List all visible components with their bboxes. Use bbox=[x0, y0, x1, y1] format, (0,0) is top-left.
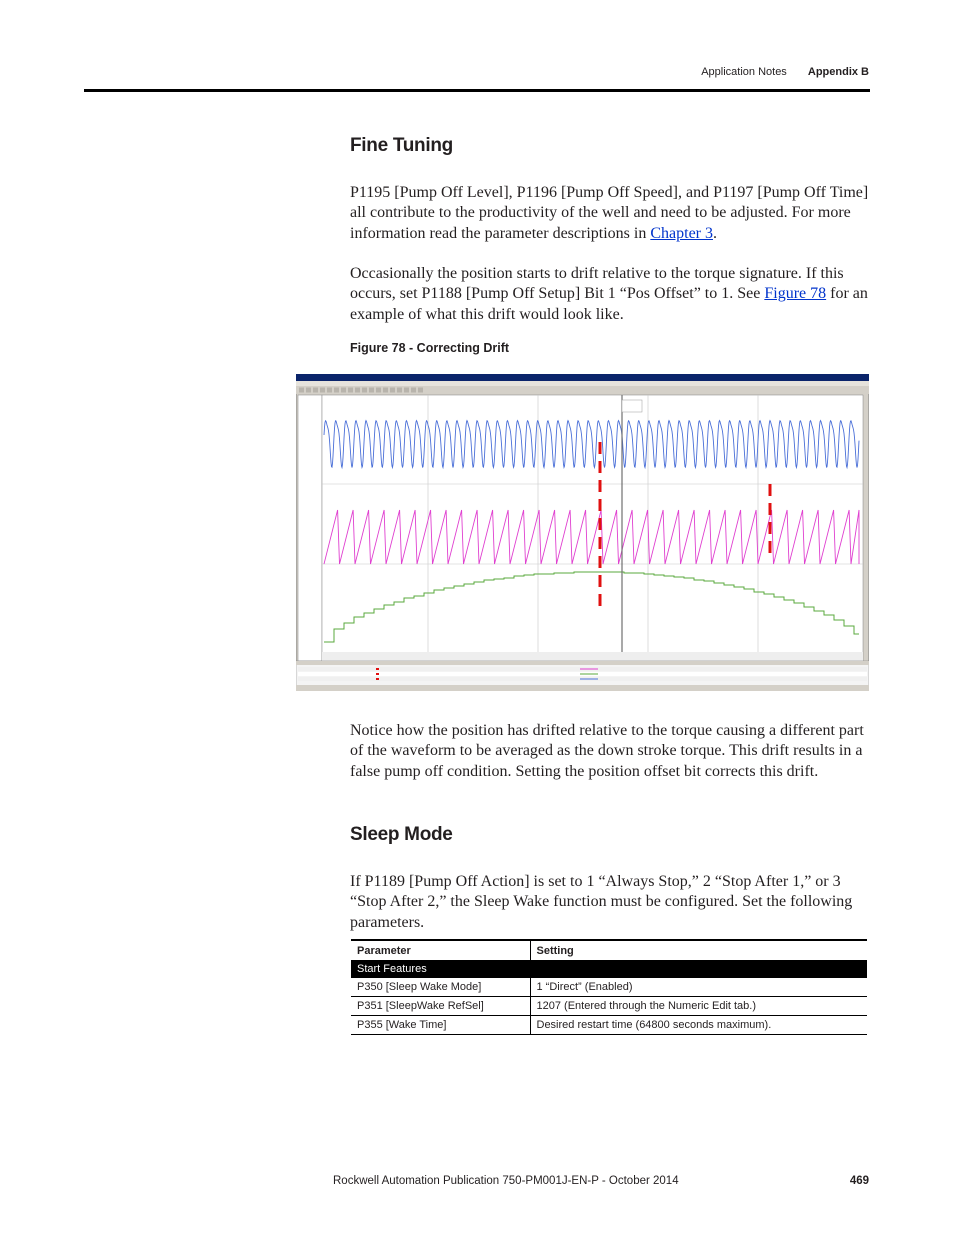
toolbar-icon bbox=[411, 388, 416, 393]
chapter-3-link[interactable]: Chapter 3 bbox=[650, 224, 713, 242]
table-row bbox=[351, 1016, 867, 1035]
setting-cell: Desired restart time (64800 seconds maximum). bbox=[530, 1016, 867, 1035]
toolbar-icon bbox=[369, 388, 374, 393]
toolbar-icon bbox=[341, 388, 346, 393]
toolbar-icon bbox=[376, 388, 381, 393]
fine-tuning-paragraph-1: P1195 [Pump Off Level], P1196 [Pump Off Speed], and P1197 [Pump Off Time] all contribute to the productivity of the well and need to be adjusted. For more information read the parameter descriptions in Chapter 3. bbox=[350, 184, 869, 242]
setting-cell: 1207 (Entered through the Numeric Edit tab.) bbox=[530, 997, 867, 1016]
toolbar bbox=[296, 386, 869, 394]
header-appendix: Appendix B bbox=[807, 66, 869, 78]
toolbar-icon bbox=[390, 388, 395, 393]
parameter-table bbox=[351, 939, 867, 1035]
group-row-start-features: Start Features bbox=[351, 960, 867, 978]
toolbar-icon bbox=[348, 388, 353, 393]
header-rule bbox=[84, 89, 870, 92]
toolbar-icon bbox=[362, 388, 367, 393]
column-header-parameter: Parameter bbox=[351, 940, 530, 960]
figure-caption: Figure 78 - Correcting Drift bbox=[350, 341, 510, 355]
trend-screenshot bbox=[296, 374, 869, 691]
legend-status-icon bbox=[376, 673, 379, 675]
menu-bar bbox=[296, 381, 869, 386]
setting-cell: 1 “Direct” (Enabled) bbox=[530, 978, 867, 997]
pen-legend-header bbox=[296, 661, 869, 665]
trend-plot-area bbox=[322, 395, 863, 661]
toolbar-icon bbox=[355, 388, 360, 393]
toolbar-icon bbox=[397, 388, 402, 393]
figure-78-link[interactable]: Figure 78 bbox=[764, 285, 827, 303]
table-row bbox=[351, 997, 867, 1016]
notice-paragraph: Notice how the position has drifted relative to the torque causing a different part of the waveform to be averaged as the down stroke torque. This drift results in a false pump off condition. Setting the position offset bit corrects this drift. bbox=[350, 722, 864, 780]
param-cell: P351 [SleepWake RefSel] bbox=[351, 997, 530, 1016]
sleep-mode-paragraph: If P1189 [Pump Off Action] is set to 1 “Always Stop,” 2 “Stop After 1,” or 3 “Stop After 2,” the Sleep Wake function must be configured. Set the following parameters. bbox=[350, 873, 853, 931]
param-cell: P350 [Sleep Wake Mode] bbox=[351, 978, 530, 997]
footer-publication: Rockwell Automation Publication 750-PM001J-EN-P - October 2014 bbox=[333, 1175, 679, 1187]
param-cell: P355 [Wake Time] bbox=[351, 1016, 530, 1035]
cursor-readout-box bbox=[622, 400, 642, 412]
fine-tuning-heading: Fine Tuning bbox=[350, 135, 453, 156]
trend-axis-strip bbox=[322, 652, 863, 661]
toolbar-icon bbox=[327, 388, 332, 393]
sleep-mode-heading: Sleep Mode bbox=[350, 824, 453, 845]
legend-status-icon bbox=[376, 678, 379, 680]
toolbar-icon bbox=[404, 388, 409, 393]
fine-tuning-paragraph-2: Occasionally the position starts to drift relative to the torque signature. If this occurs, set P1188 [Pump Off Setup] Bit 1 “Pos Offset” to 1. See Figure 78 for an example of what this drift would look like. bbox=[350, 265, 868, 323]
toolbar-icon bbox=[306, 388, 311, 393]
toolbar-icon bbox=[299, 388, 304, 393]
footer-page-number: 469 bbox=[849, 1175, 869, 1187]
legend-status-icon bbox=[376, 668, 379, 670]
toolbar-icon bbox=[313, 388, 318, 393]
toolbar-icon bbox=[383, 388, 388, 393]
title-bar bbox=[296, 374, 869, 381]
toolbar-icon bbox=[418, 388, 423, 393]
table-row bbox=[351, 978, 867, 997]
trend-left-panel bbox=[298, 395, 322, 661]
page-header bbox=[701, 66, 869, 78]
status-bar bbox=[296, 685, 869, 691]
column-header-setting: Setting bbox=[530, 940, 867, 960]
header-section: Application Notes bbox=[701, 66, 787, 78]
toolbar-icon bbox=[320, 388, 325, 393]
toolbar-icon bbox=[334, 388, 339, 393]
pen-legend-rows bbox=[298, 667, 867, 681]
